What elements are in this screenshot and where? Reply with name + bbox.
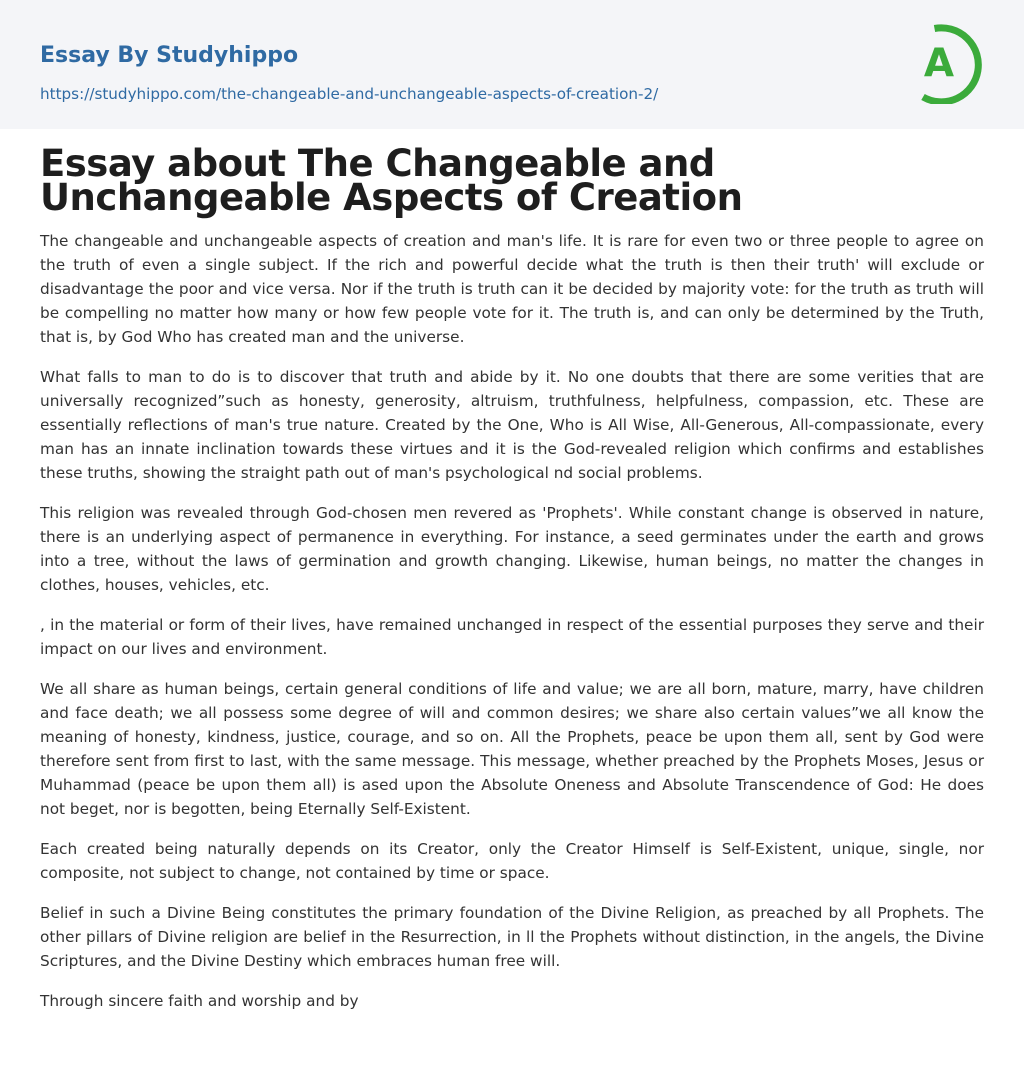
essay-paragraph: Belief in such a Divine Being constitutes the primary foundation of the Divine Religion, as preached by all Prophets. The other pillars of Divine religion are belief in the Resurrection, in ll the Prophets without distinction, in the angels, the Divine Scriptures, and the Divine Destiny which embraces human free will.: [40, 904, 984, 970]
essay-paragraph: Through sincere faith and worship and by: [40, 992, 359, 1010]
essay-paragraph: Each created being naturally depends on its Creator, only the Creator Himself is Self-Existent, unique, single, nor composite, not subject to change, not contained by time or space.: [40, 840, 984, 882]
logo-letter: A: [923, 41, 955, 86]
page-url-link[interactable]: https://studyhippo.com/the-changeable-and-unchangeable-aspects-of-creation-2/: [40, 85, 659, 103]
essay-paragraph: What falls to man to do is to discover that truth and abide by it. No one doubts that there are some verities that are universally recognized”such as honesty, generosity, altruism, truthfulness, helpfulness, compassion, etc. These are essentially reflections of man's true nature. Created by the One, Who is All Wise, All-Generous, All-compassionate, every man has an innate inclination towards these virtues and it is the God-revealed religion which confirms and establishes these truths, showing the straight path out of man's psychological nd social problems.: [40, 368, 984, 482]
page-title: Essay about The Changeable and Unchangeable Aspects of Creation: [40, 142, 743, 219]
site-header: [0, 0, 1024, 129]
essay-paragraph: This religion was revealed through God-chosen men revered as 'Prophets'. While constant change is observed in nature, there is an underlying aspect of permanence in everything. For instance, a seed germinates under the earth and grows into a tree, without the laws of germination and growth changing. Likewise, human beings, no matter the changes in clothes, houses, vehicles, etc.: [40, 504, 984, 594]
essay-content: [40, 142, 984, 1029]
essay-paragraph: , in the material or form of their lives, have remained unchanged in respect of the essential purposes they serve and their impact on our lives and environment.: [40, 616, 984, 658]
essay-paragraph: The changeable and unchangeable aspects of creation and man's life. It is rare for even two or three people to agree on the truth of even a single subject. If the rich and powerful decide what the truth is then their truth' will exclude or disadvantage the poor and vice versa. Nor if the truth is truth can it be decided by majority vote: for the truth as truth will be compelling no matter how many or how few people vote for it. The truth is, and can only be determined by the Truth, that is, by God Who has created man and the universe.: [40, 232, 984, 346]
essay-paragraph: We all share as human beings, certain general conditions of life and value; we are all born, mature, marry, have children and face death; we all possess some degree of will and common desires; we share also certain values”we all know the meaning of honesty, kindness, justice, courage, and so on. All the Prophets, peace be upon them all, sent by God were therefore sent from first to last, with the same message. This message, whether preached by the Prophets Moses, Jesus or Muhammad (peace be upon them all) is ased upon the Absolute Oneness and Absolute Transcendence of God: He does not beget, nor is begotten, being Eternally Self-Existent.: [40, 680, 984, 818]
site-brand[interactable]: Essay By Studyhippo: [40, 43, 299, 68]
studyhippo-logo-icon[interactable]: [914, 20, 986, 104]
